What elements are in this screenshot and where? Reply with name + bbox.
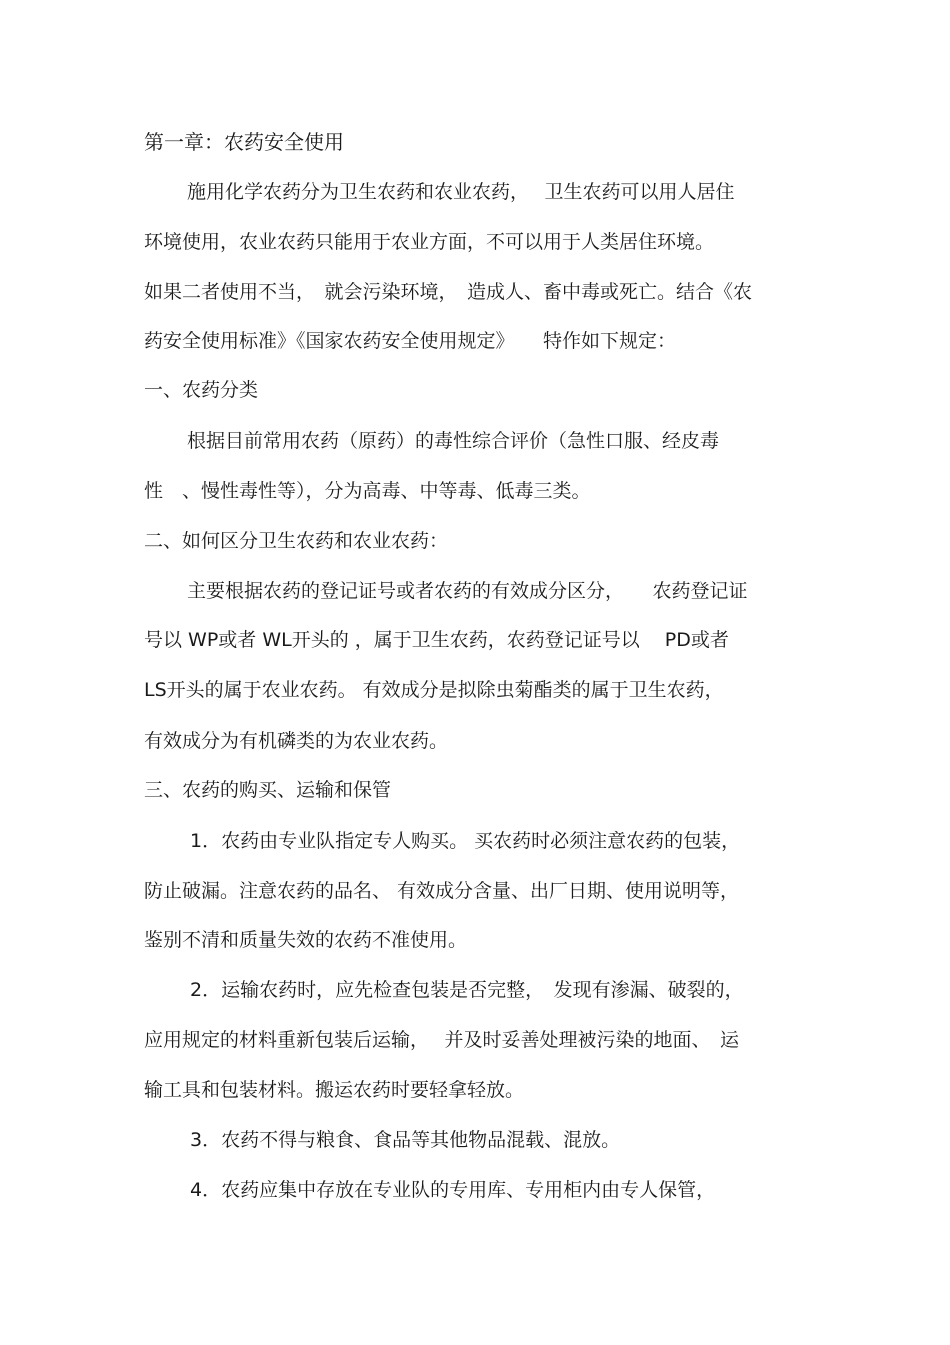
paragraph-line: 号以 WP或者 WL开头的 ，属于卫生农药，农药登记证号以 PD或者	[144, 629, 729, 651]
paragraph-line: 鉴别不清和质量失效的农药不准使用。	[144, 929, 468, 951]
paragraph-line: 输工具和包装材料。搬运农药时要轻拿轻放。	[144, 1079, 525, 1101]
paragraph-line: 性 、慢性毒性等），分为高毒、中等毒、低毒三类。	[144, 480, 591, 502]
paragraph-line: 施用化学农药分为卫生农药和农业农药， 卫生农药可以用人居住	[187, 181, 735, 203]
paragraph-line: 主要根据农药的登记证号或者农药的有效成分区分， 农药登记证	[187, 580, 748, 602]
section-heading: 二、如何区分卫生农药和农业农药：	[144, 530, 449, 552]
paragraph-line: 应用规定的材料重新包装后运输， 并及时妥善处理被污染的地面、 运	[144, 1029, 740, 1051]
paragraph-line: 有效成分为有机磷类的为农业农药。	[144, 730, 449, 752]
chapter-title: 第一章：农药安全使用	[144, 130, 344, 154]
list-item: 3．农药不得与粮食、食品等其他物品混载、混放。	[190, 1129, 621, 1151]
list-item: 4．农药应集中存放在专业队的专用库、专用柜内由专人保管，	[190, 1179, 716, 1201]
paragraph-line: 防止破漏。注意农药的品名、 有效成分含量、出厂日期、使用说明等，	[144, 880, 740, 902]
section-heading: 三、农药的购买、运输和保管	[144, 779, 392, 801]
list-item: 1．农药由专业队指定专人购买。 买农药时必须注意农药的包装，	[190, 830, 741, 852]
paragraph-line: LS开头的属于农业农药。 有效成分是拟除虫菊酯类的属于卫生农药，	[144, 679, 724, 701]
paragraph-line: 环境使用，农业农药只能用于农业方面，不可以用于人类居住环境。	[144, 231, 715, 253]
paragraph-line: 药安全使用标准》《国家农药安全使用规定》 特作如下规定：	[144, 330, 677, 352]
list-item: 2．运输农药时，应先检查包装是否完整， 发现有渗漏、破裂的，	[190, 979, 744, 1001]
paragraph-line: 如果二者使用不当， 就会污染环境， 造成人、畜中毒或死亡。结合《农	[144, 281, 753, 303]
paragraph-line: 根据目前常用农药（原药）的毒性综合评价（急性口服、经皮毒	[187, 430, 720, 452]
section-heading: 一、农药分类	[144, 379, 259, 401]
